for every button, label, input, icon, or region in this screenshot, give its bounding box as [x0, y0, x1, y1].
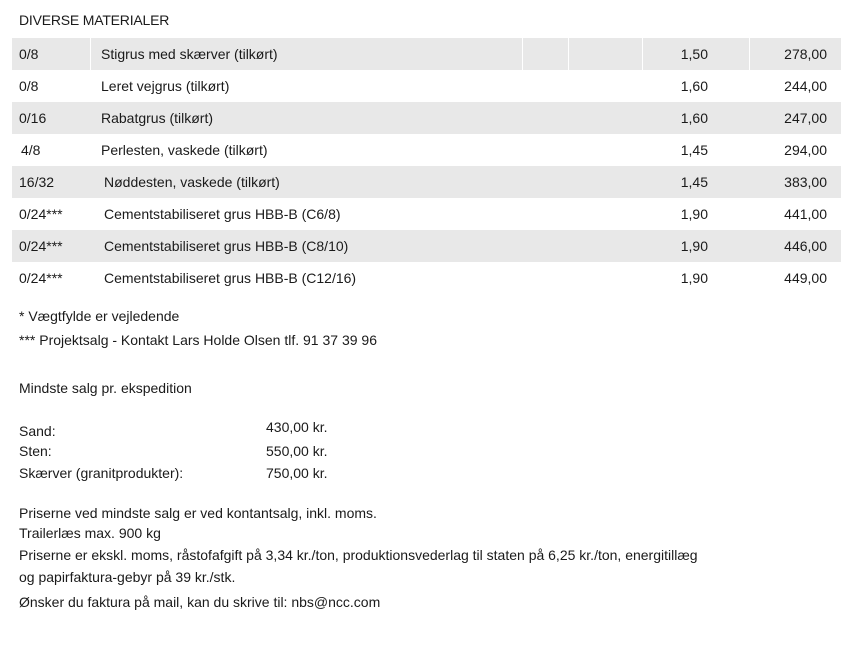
product-code: 0/8	[19, 78, 39, 94]
product-weight: 1,90	[680, 270, 708, 286]
trailer-note: Trailerlæs max. 900 kg	[19, 525, 161, 541]
minimum-sale-heading: Mindste salg pr. ekspedition	[19, 380, 192, 396]
product-code: 0/16	[19, 110, 47, 126]
product-price: 278,00	[784, 46, 827, 62]
product-name: Stigrus med skærver (tilkørt)	[101, 46, 278, 62]
minimum-label: Skærver (granitprodukter):	[19, 465, 184, 481]
product-weight: 1,45	[680, 174, 708, 190]
product-price: 247,00	[784, 110, 827, 126]
cash-sale-note: Priserne ved mindste salg er ved kontantsalg, inkl. moms.	[19, 505, 377, 521]
product-weight: 1,50	[680, 46, 708, 62]
table-row	[12, 70, 841, 102]
product-name: Rabatgrus (tilkørt)	[101, 110, 214, 126]
product-price: 244,00	[784, 78, 827, 94]
table-row	[12, 230, 841, 262]
product-weight: 1,90	[680, 238, 708, 254]
product-weight: 1,45	[680, 142, 708, 158]
project-footnote: *** Projektsalg - Kontakt Lars Holde Olsen tlf. 91 37 39 96	[19, 332, 377, 348]
product-name: Perlesten, vaskede (tilkørt)	[101, 142, 268, 158]
table-row	[12, 102, 841, 134]
table-row	[12, 198, 841, 230]
minimum-value: 550,00 kr.	[266, 443, 328, 459]
table-row	[12, 262, 841, 294]
product-price: 449,00	[784, 270, 827, 286]
product-price: 383,00	[784, 174, 827, 190]
section-title: DIVERSE MATERIALER	[19, 12, 170, 28]
product-weight: 1,60	[680, 110, 708, 126]
product-name: Nøddesten, vaskede (tilkørt)	[104, 174, 280, 190]
price-terms-note-continued: og papirfaktura-gebyr på 39 kr./stk.	[19, 569, 236, 585]
price-terms-note: Priserne er ekskl. moms, råstofafgift på 3,34 kr./ton, produktionsvederlag til staten på 6,25 kr./ton, energitillæg	[19, 547, 698, 563]
product-name: Cementstabiliseret grus HBB-B (C8/10)	[104, 238, 349, 254]
product-price: 294,00	[784, 142, 827, 158]
product-name: Cementstabiliseret grus HBB-B (C6/8)	[104, 206, 341, 222]
product-code: 0/24***	[19, 270, 63, 286]
product-code: 4/8	[21, 142, 41, 158]
product-code: 16/32	[19, 174, 55, 190]
product-name: Cementstabiliseret grus HBB-B (C12/16)	[104, 270, 357, 286]
table-row	[12, 134, 841, 166]
product-name: Leret vejgrus (tilkørt)	[101, 78, 230, 94]
table-row	[12, 38, 841, 70]
product-code: 0/24***	[19, 206, 63, 222]
minimum-label: Sten:	[19, 443, 52, 459]
product-weight: 1,60	[680, 78, 708, 94]
weight-footnote: * Vægtfylde er vejledende	[19, 308, 180, 324]
price-table	[12, 38, 841, 294]
invoice-email-note: Ønsker du faktura på mail, kan du skrive til: nbs@ncc.com	[19, 594, 381, 610]
product-code: 0/8	[19, 46, 39, 62]
product-weight: 1,90	[680, 206, 708, 222]
product-price: 441,00	[784, 206, 827, 222]
product-price: 446,00	[784, 238, 827, 254]
minimum-label: Sand:	[19, 423, 56, 439]
minimum-value: 750,00 kr.	[266, 465, 328, 481]
product-code: 0/24***	[19, 238, 63, 254]
minimum-value: 430,00 kr.	[266, 419, 328, 435]
table-row	[12, 166, 841, 198]
